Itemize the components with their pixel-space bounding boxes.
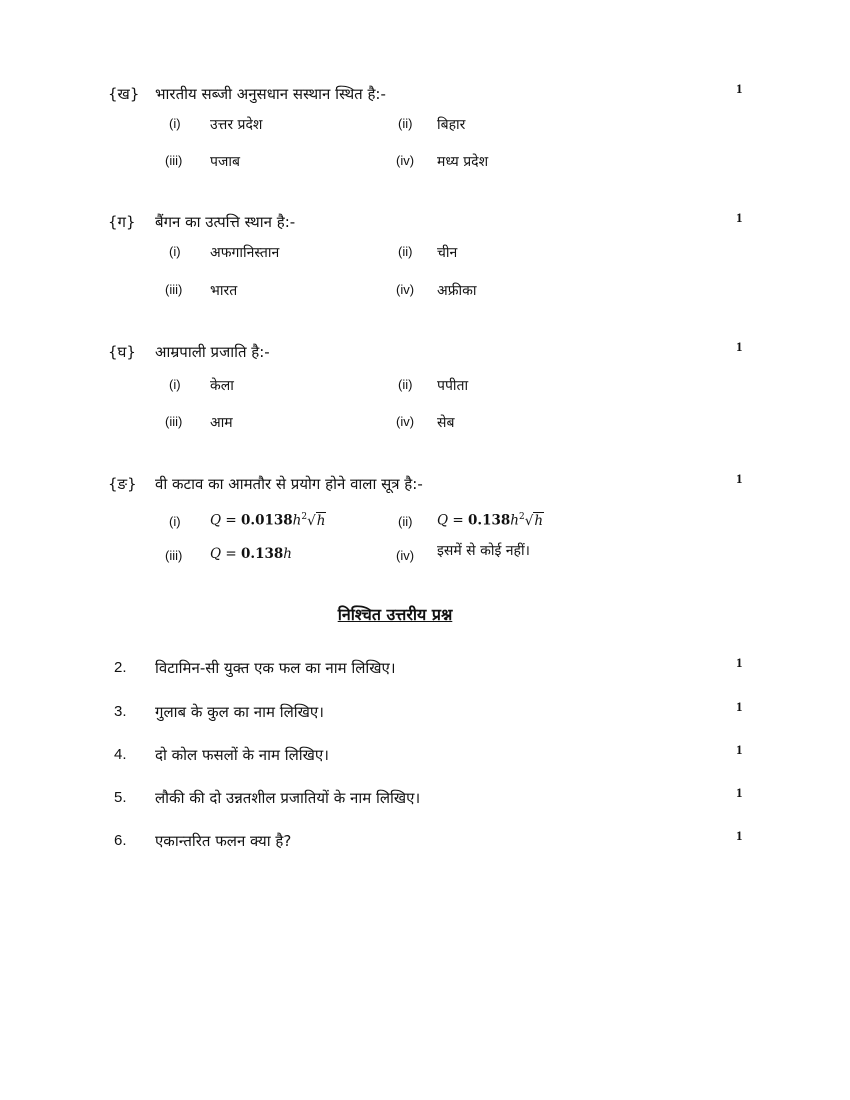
question-marks: 1 — [736, 210, 743, 225]
option-number: (iv) — [396, 414, 415, 429]
short-question-text: विटामिन-सी युक्त एक फल का नाम लिखिए। — [155, 659, 396, 677]
option-number: (iv) — [396, 548, 415, 563]
short-question-text: गुलाब के कुल का नाम लिखिए। — [155, 703, 324, 721]
question-label: {ख} — [108, 85, 140, 103]
short-question-text: दो कोल फसलों के नाम लिखिए। — [155, 746, 329, 764]
option-number: (iii) — [165, 548, 183, 563]
short-question-number: 5. — [114, 789, 127, 806]
question-marks: 1 — [736, 471, 743, 486]
short-question-marks: 1 — [736, 828, 743, 843]
short-question-marks: 1 — [736, 699, 743, 714]
question-text: आम्रपाली प्रजाति है:- — [155, 343, 270, 361]
question-text: भारतीय सब्जी अनुसधान सस्थान स्थित है:- — [155, 85, 386, 103]
short-question-marks: 1 — [736, 785, 743, 800]
option-text: आम — [210, 415, 233, 431]
formula-option-1: $Q = 0.0138h^2√h$ — [210, 512, 326, 529]
option-number: (iv) — [396, 282, 415, 297]
section-heading: निश्चित उत्तरीय प्रश्न — [337, 605, 453, 624]
option-text: मध्य प्रदेश — [437, 154, 489, 170]
option-text: अफ्रीका — [437, 283, 477, 299]
option-text: पपीता — [437, 378, 469, 394]
option-number: (i) — [169, 116, 181, 131]
option-number: (ii) — [398, 116, 413, 131]
short-question-number: 4. — [114, 746, 127, 763]
option-number: (iii) — [165, 414, 183, 429]
question-marks: 1 — [736, 339, 743, 354]
option-number: (i) — [169, 377, 181, 392]
question-label: {घ} — [108, 343, 136, 361]
option-number: (ii) — [398, 244, 413, 259]
option-number: (iii) — [165, 153, 183, 168]
question-text: वी कटाव का आमतौर से प्रयोग होने वाला सूत्र है:- — [155, 475, 423, 493]
option-number: (i) — [169, 244, 181, 259]
option-number: (ii) — [398, 514, 413, 529]
option-text: सेब — [437, 415, 455, 431]
option-number: (iii) — [165, 282, 183, 297]
short-question-text: लौकी की दो उन्नतशील प्रजातियों के नाम लिखिए। — [155, 789, 421, 807]
question-label: {ग} — [108, 213, 136, 231]
option-number: (ii) — [398, 377, 413, 392]
short-question-number: 2. — [114, 659, 127, 676]
option-text: भारत — [210, 283, 238, 299]
short-question-marks: 1 — [736, 655, 743, 670]
option-text: अफगानिस्तान — [210, 245, 280, 261]
question-text: बैंगन का उत्पत्ति स्थान है:- — [155, 213, 296, 231]
short-question-marks: 1 — [736, 742, 743, 757]
short-question-number: 6. — [114, 832, 127, 849]
option-number: (i) — [169, 514, 181, 529]
formula-option-3: Q = 0.138h — [210, 546, 292, 562]
question-marks: 1 — [736, 81, 743, 96]
option-text: इसमें से कोई नहीं। — [437, 543, 530, 559]
question-label: {ङ} — [108, 475, 137, 493]
option-text: उत्तर प्रदेश — [210, 117, 263, 133]
short-question-text: एकान्तरित फलन क्या है? — [155, 832, 292, 850]
formula-option-2: $Q = 0.138h^2√h$ — [437, 512, 544, 529]
short-question-number: 3. — [114, 703, 127, 720]
option-text: पजाब — [210, 154, 240, 170]
option-number: (iv) — [396, 153, 415, 168]
option-text: बिहार — [437, 117, 466, 133]
option-text: केला — [210, 378, 234, 394]
option-text: चीन — [437, 245, 458, 261]
